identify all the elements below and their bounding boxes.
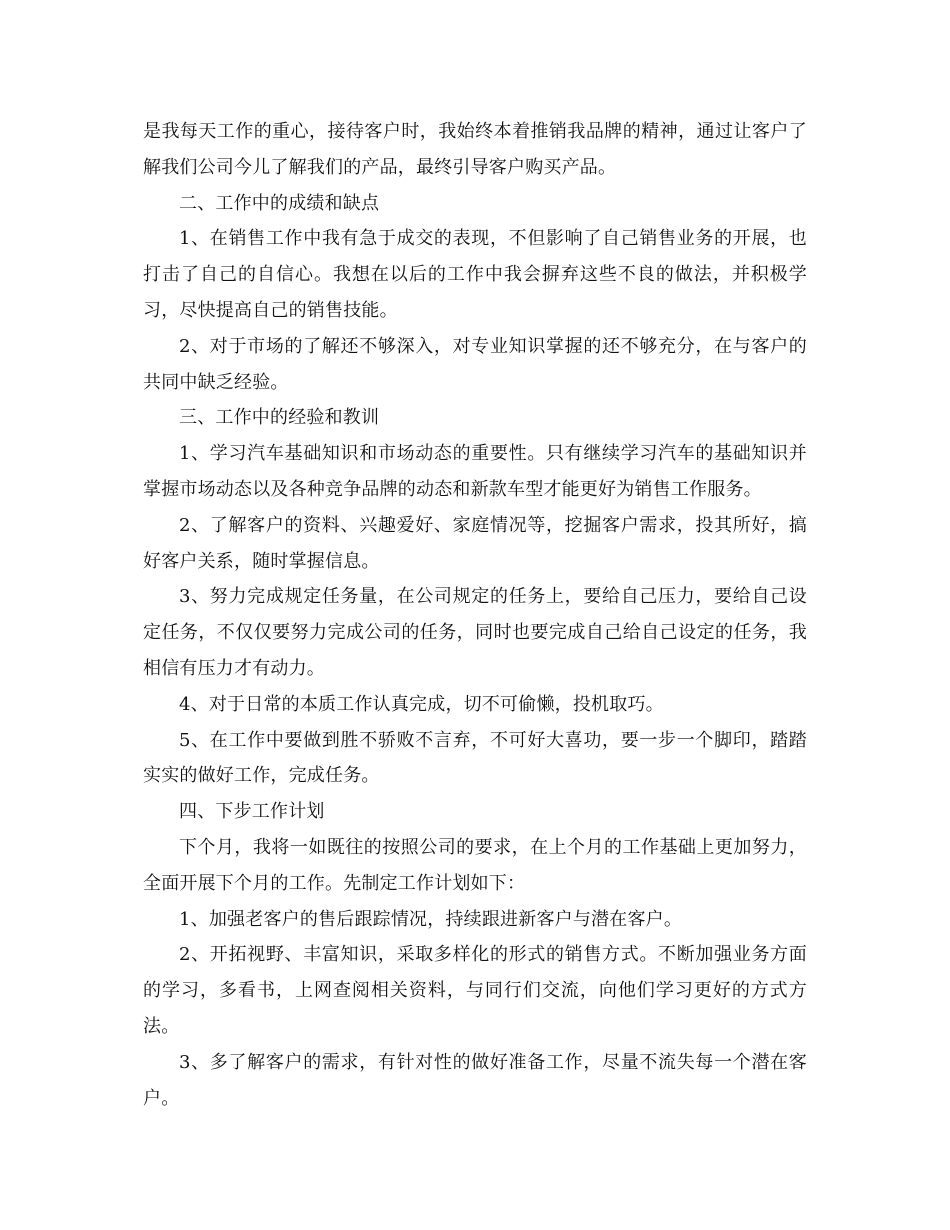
paragraph-plan-intro: 下个月，我将一如既往的按照公司的要求，在上个月的工作基础上更加努力，全面开展下个月的工作。先制定工作计划如下： (143, 836, 807, 894)
paragraph-experience-5: 5、在工作中要做到胜不骄败不言弃，不可好大喜功，要一步一个脚印，踏踏实实的做好工作，完成任务。 (143, 729, 807, 787)
paragraph-shortcoming-1: 1、在销售工作中我有急于成交的表现，不但影响了自己销售业务的开展，也打击了自己的自信心。我想在以后的工作中我会摒弃这些不良的做法，并积极学习，尽快提高自己的销售技能。 (143, 228, 807, 321)
section-heading-plan: 四、下步工作计划 (179, 801, 325, 823)
paragraph-plan-3: 3、多了解客户的需求，有针对性的做好准备工作，尽量不流失每一个潜在客户。 (143, 1051, 807, 1109)
paragraph-experience-3: 3、努力完成规定任务量，在公司规定的任务上，要给自己压力，要给自己设定任务，不仅仅要努力完成公司的任务，同时也要完成自己给自己设定的任务，我相信有压力才有动力。 (143, 586, 807, 679)
paragraph-plan-1: 1、加强老客户的售后跟踪情况，持续跟进新客户与潜在客户。 (179, 908, 683, 930)
paragraph-continuation: 是我每天工作的重心，接待客户时，我始终本着推销我品牌的精神，通过让客户了解我们公司今儿了解我们的产品，最终引导客户购买产品。 (143, 121, 807, 178)
paragraph-plan-2: 2、开拓视野、丰富知识，采取多样化的形式的销售方式。不断加强业务方面的学习，多看书，上网查阅相关资料，与同行们交流，向他们学习更好的方式方法。 (143, 944, 807, 1037)
paragraph-experience-1: 1、学习汽车基础知识和市场动态的重要性。只有继续学习汽车的基础知识并掌握市场动态以及各种竞争品牌的动态和新款车型才能更好为销售工作服务。 (143, 443, 807, 500)
paragraph-experience-2: 2、了解客户的资料、兴趣爱好、家庭情况等，挖掘客户需求，投其所好，搞好客户关系，随时掌握信息。 (143, 514, 807, 572)
document-body (143, 114, 807, 1116)
section-heading-achievements: 二、工作中的成绩和缺点 (179, 192, 380, 214)
paragraph-experience-4: 4、对于日常的本质工作认真完成，切不可偷懒，投机取巧。 (179, 693, 664, 715)
section-heading-experience: 三、工作中的经验和教训 (179, 407, 380, 429)
paragraph-shortcoming-2: 2、对于市场的了解还不够深入，对专业知识掌握的还不够充分，在与客户的共同中缺乏经验。 (143, 335, 807, 393)
